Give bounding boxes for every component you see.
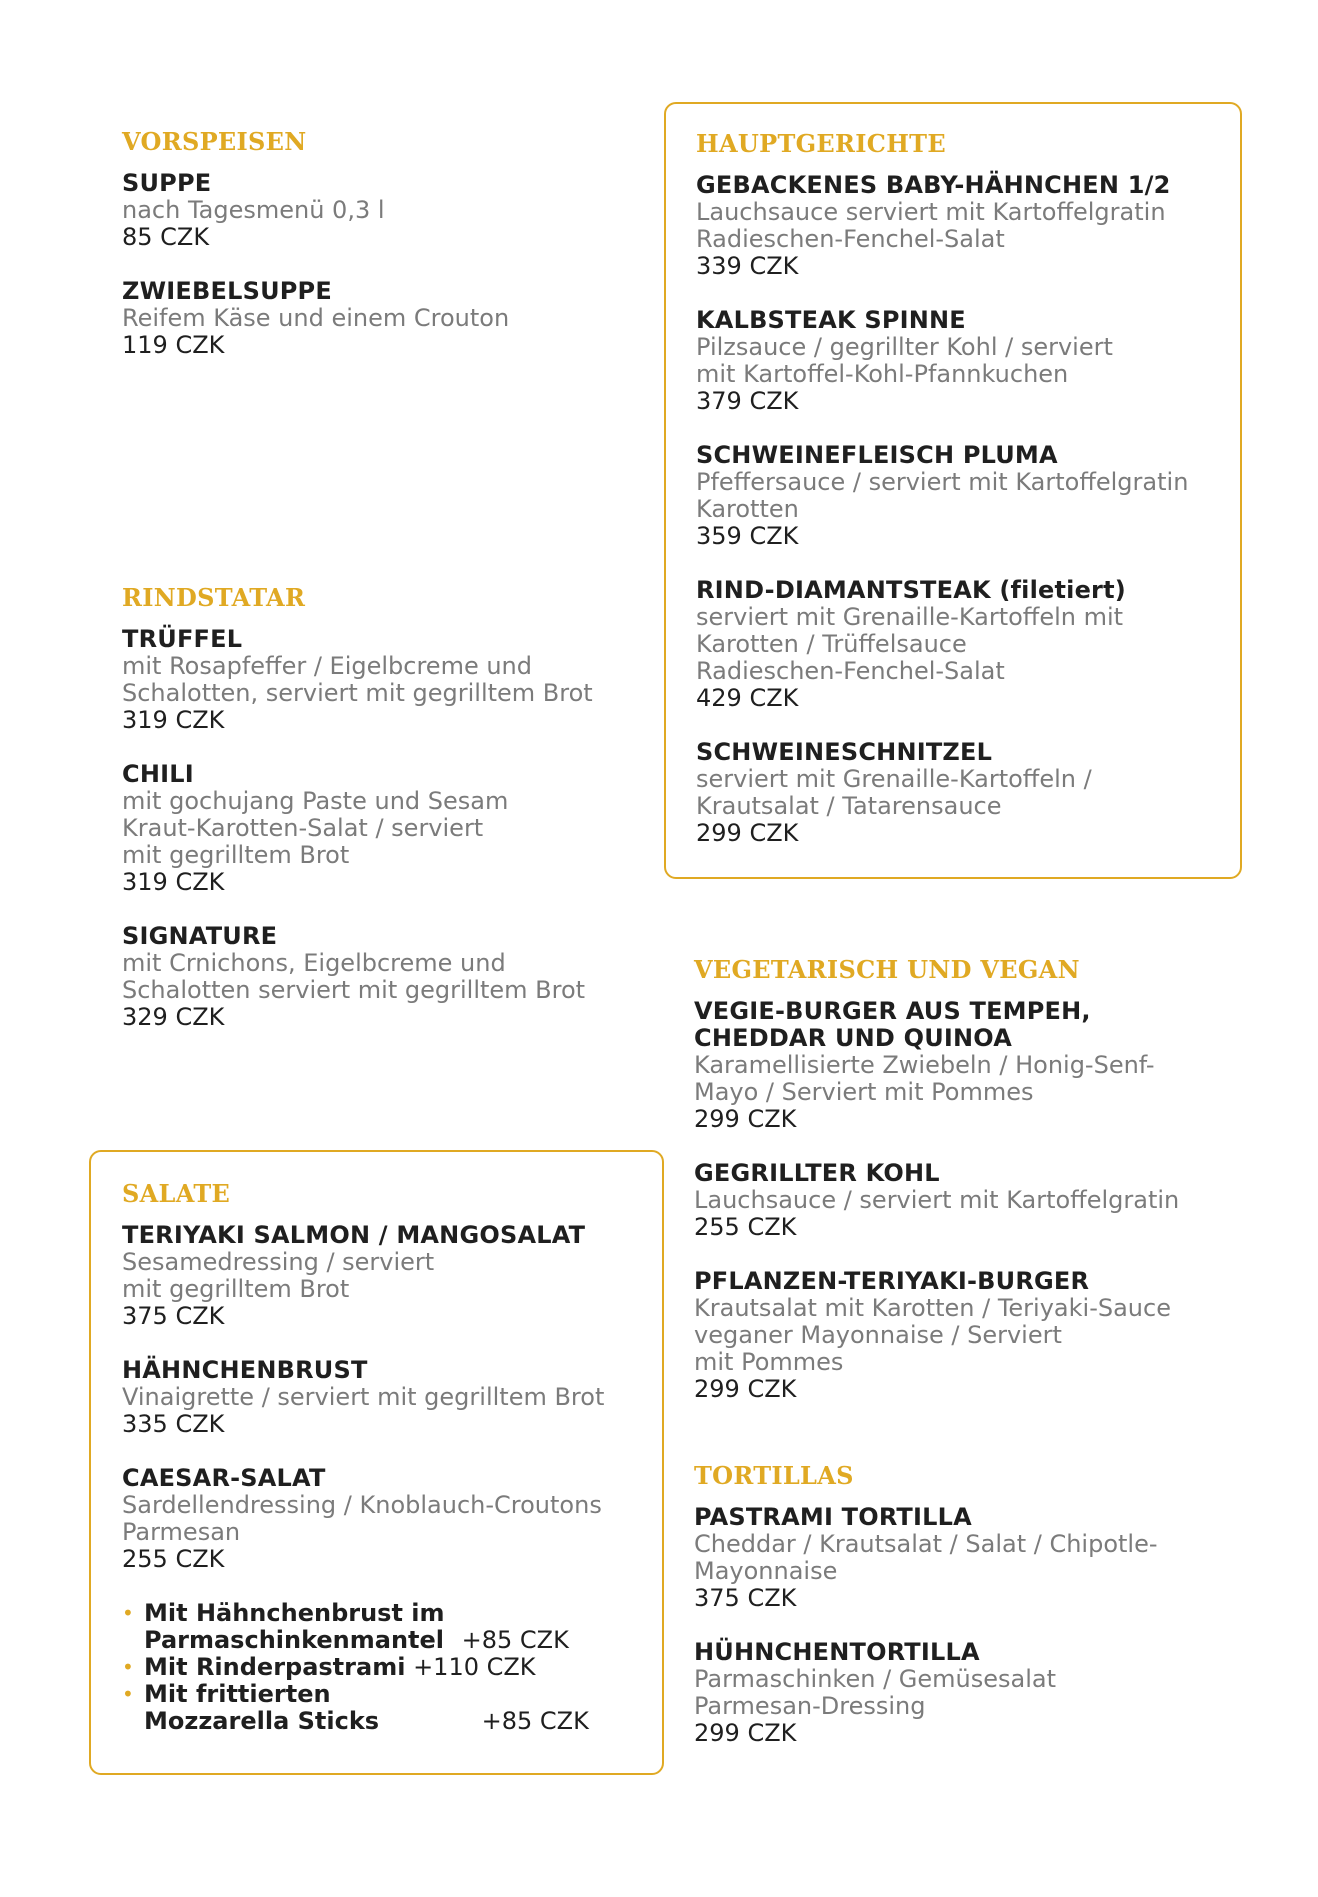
item-price: 255 CZK (694, 1213, 797, 1241)
menu-item (122, 626, 642, 734)
item-name: TERIYAKI SALMON / MANGOSALAT (122, 1221, 586, 1249)
menu-item (694, 1504, 1254, 1612)
item-price: 299 CZK (694, 1375, 797, 1403)
section-hauptgerichte (664, 102, 1242, 879)
section-vorspeisen (122, 128, 642, 386)
item-description: Karamellisierte Zwiebeln / Honig-Senf- Mayo / Serviert mit Pommes (694, 1051, 1155, 1106)
item-description: Lauchsauce / serviert mit Kartoffelgratin (694, 1186, 1180, 1214)
section-title: HAUPTGERICHTE (696, 129, 946, 158)
item-description: Lauchsauce serviert mit Kartoffelgratin Radieschen-Fenchel-Salat (696, 198, 1166, 253)
item-description: Krautsalat mit Karotten / Teriyaki-Sauce veganer Mayonnaise / Serviert mit Pommes (694, 1294, 1171, 1376)
item-name: TRÜFFEL (122, 625, 243, 653)
extra-price: +85 CZK (461, 1626, 569, 1654)
section-rindstatar (122, 584, 642, 1058)
item-description: mit gochujang Paste und Sesam Kraut-Karotten-Salat / serviert mit gegrilltem Brot (122, 787, 509, 869)
item-price: 299 CZK (694, 1719, 797, 1747)
menu-item (696, 739, 1230, 847)
item-description: Pfeffersauce / serviert mit Kartoffelgratin Karotten (696, 468, 1189, 523)
section-title: SALATE (122, 1179, 231, 1208)
item-price: 255 CZK (122, 1545, 225, 1573)
extra-text: Mit Rinderpastrami (144, 1653, 406, 1681)
item-price: 319 CZK (122, 868, 225, 896)
item-price: 379 CZK (696, 387, 799, 415)
item-description: nach Tagesmenü 0,3 l (122, 196, 385, 224)
item-name: PFLANZEN-TERIYAKI-BURGER (694, 1267, 1090, 1295)
item-description: serviert mit Grenaille-Kartoffeln mit Karotten / Trüffelsauce Radieschen-Fenchel-Salat (696, 603, 1124, 685)
menu-item (122, 923, 642, 1031)
menu-item (122, 1222, 642, 1330)
extra-item (122, 1654, 642, 1681)
menu-item (696, 577, 1230, 712)
item-description: mit Rosapfeffer / Eigelbcreme und Schalotten, serviert mit gegrilltem Brot (122, 652, 593, 707)
section-tortillas (694, 1462, 1254, 1774)
item-description: Reifem Käse und einem Crouton (122, 304, 510, 332)
section-vegetarisch (694, 956, 1254, 1430)
item-description: mit Crnichons, Eigelbcreme und Schalotten serviert mit gegrilltem Brot (122, 949, 586, 1004)
extra-item (122, 1681, 642, 1735)
item-name: SUPPE (122, 169, 212, 197)
item-description: Pilzsauce / gegrillter Kohl / serviert mit Kartoffel-Kohl-Pfannkuchen (696, 333, 1113, 388)
item-price: 85 CZK (122, 223, 210, 251)
item-description: Cheddar / Krautsalat / Salat / Chipotle- Mayonnaise (694, 1530, 1158, 1585)
item-price: 319 CZK (122, 706, 225, 734)
extra-item (122, 1600, 642, 1654)
menu-item (694, 998, 1254, 1133)
item-name: SCHWEINESCHNITZEL (696, 738, 993, 766)
item-price: 329 CZK (122, 1003, 225, 1031)
item-price: 359 CZK (696, 522, 799, 550)
item-name: CHILI (122, 760, 194, 788)
item-price: 429 CZK (696, 684, 799, 712)
item-name: HÜHNCHENTORTILLA (694, 1638, 980, 1666)
menu-item (696, 307, 1230, 415)
section-title: VEGETARISCH UND VEGAN (694, 955, 1080, 984)
item-name: KALBSTEAK SPINNE (696, 306, 966, 334)
section-title: TORTILLAS (694, 1461, 854, 1490)
item-name: HÄHNCHENBRUST (122, 1356, 368, 1384)
item-description: Sesamedressing / serviert mit gegrilltem Brot (122, 1248, 435, 1303)
item-name: RIND-DIAMANTSTEAK (filetiert) (696, 576, 1126, 604)
extra-text: Mit frittierten Mozzarella Sticks (144, 1680, 380, 1735)
item-name: SCHWEINEFLEISCH PLUMA (696, 441, 1058, 469)
item-description: Vinaigrette / serviert mit gegrilltem Brot (122, 1383, 605, 1411)
item-description: Sardellendressing / Knoblauch-Croutons Parmesan (122, 1491, 602, 1546)
item-price: 335 CZK (122, 1410, 225, 1438)
menu-item (122, 1465, 642, 1573)
menu-item (694, 1639, 1254, 1747)
item-price: 119 CZK (122, 331, 225, 359)
menu-item (122, 761, 642, 896)
menu-item (696, 172, 1230, 280)
extra-price: +110 CZK (413, 1653, 536, 1681)
bullet-dot-icon: • (122, 1655, 134, 1679)
bullet-dot-icon: • (122, 1682, 134, 1706)
item-name: SIGNATURE (122, 922, 278, 950)
extras-list (122, 1600, 642, 1735)
menu-item (694, 1268, 1254, 1403)
item-price: 375 CZK (122, 1302, 225, 1330)
extra-price: +85 CZK (481, 1707, 589, 1735)
item-price: 375 CZK (694, 1584, 797, 1612)
menu-item (122, 170, 642, 251)
menu-item (696, 442, 1230, 550)
item-price: 299 CZK (694, 1105, 797, 1133)
bullet-dot-icon: • (122, 1601, 134, 1625)
item-name: GEBACKENES BABY-HÄHNCHEN 1/2 (696, 171, 1171, 199)
section-title: RINDSTATAR (122, 583, 306, 612)
item-description: Parmaschinken / Gemüsesalat Parmesan-Dressing (694, 1665, 1057, 1720)
menu-item (122, 1357, 642, 1438)
extra-text: Mit Hähnchenbrust im Parmaschinkenmantel (144, 1599, 445, 1654)
item-price: 339 CZK (696, 252, 799, 280)
item-name: GEGRILLTER KOHL (694, 1159, 940, 1187)
item-name: VEGIE-BURGER AUS TEMPEH, CHEDDAR UND QUINOA (694, 997, 1091, 1052)
section-salate (89, 1150, 664, 1775)
item-name: CAESAR-SALAT (122, 1464, 326, 1492)
item-description: serviert mit Grenaille-Kartoffeln / Krautsalat / Tatarensauce (696, 765, 1092, 820)
menu-item (122, 278, 642, 359)
item-price: 299 CZK (696, 819, 799, 847)
item-name: ZWIEBELSUPPE (122, 277, 332, 305)
item-name: PASTRAMI TORTILLA (694, 1503, 972, 1531)
menu-item (694, 1160, 1254, 1241)
section-title: VORSPEISEN (122, 127, 307, 156)
